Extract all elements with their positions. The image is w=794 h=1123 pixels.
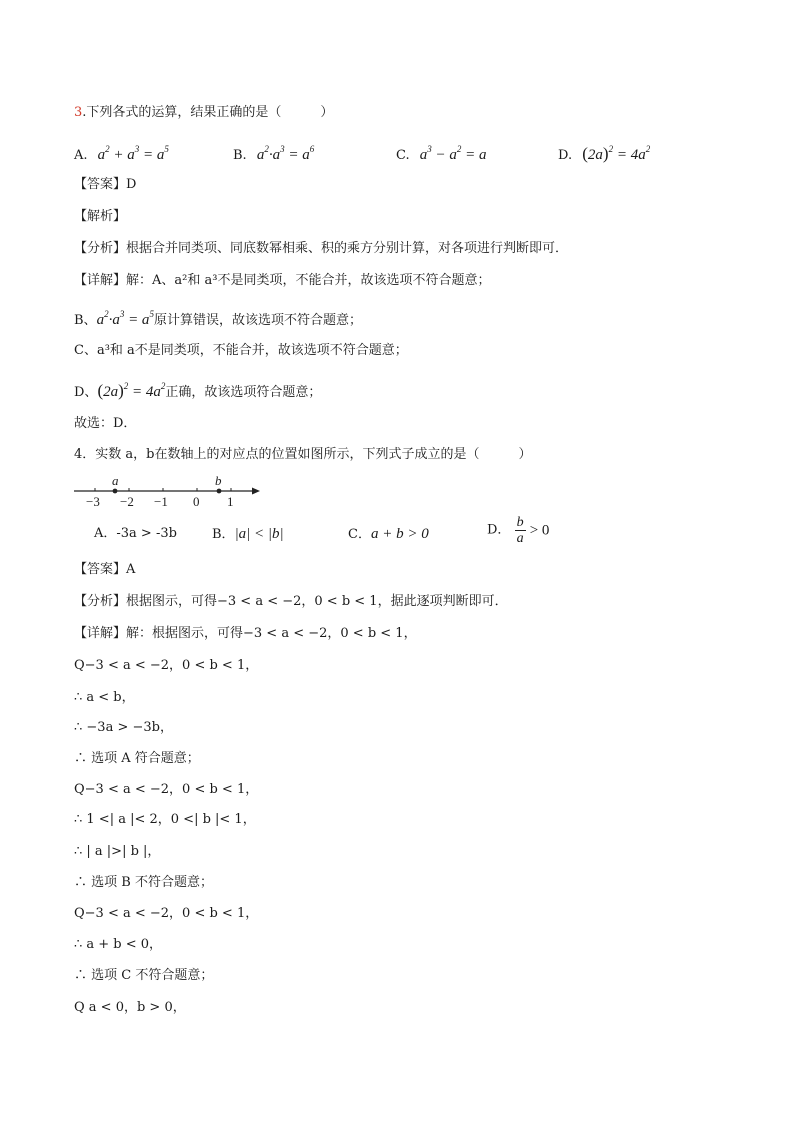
tick-label-0: 0 <box>193 494 200 509</box>
q4-step: Q−3 < a < −2，0 < b < 1， <box>74 782 259 797</box>
q3-line-b-formula: $a^2\cdot a^3 = a^5$ <box>96 309 154 328</box>
q4-option-c <box>348 524 429 545</box>
q3-line-d-suffix: 正确，故该选项符合题意； <box>165 385 322 400</box>
q3-line-d-formula: $(2a)^2 = 4a^2$ <box>97 381 166 400</box>
q4-stem: 4．实数 a，b在数轴上的对应点的位置如图所示，下列式子成立的是（ ） <box>74 447 532 462</box>
q3-option-c <box>396 139 487 166</box>
q4-option-b-label: B． <box>212 527 235 542</box>
point-b-label: b <box>215 474 222 488</box>
number-line-figure <box>70 474 270 510</box>
q3-analysis-head: 【解析】 <box>74 209 127 224</box>
q3-line-b-suffix: 原计算错误，故该选项不符合题意； <box>153 313 362 328</box>
q4-step: ∴ 1 <| a |< 2，0 <| b |< 1， <box>74 812 256 827</box>
q4-option-c-formula: a + b > 0 <box>370 526 429 542</box>
q3-stem-text: .下列各式的运算，结果正确的是（ ） <box>82 105 334 120</box>
q3-option-b-label: B. <box>233 148 247 163</box>
q4-option-b <box>212 524 284 545</box>
tick-label-1: 1 <box>227 494 234 509</box>
q3-answer: 【答案】D <box>74 177 137 192</box>
q3-line-b-prefix: B、 <box>74 313 97 328</box>
q3-xiangjie: 【详解】解：A、a²和 a³不是同类项，不能合并，故该选项不符合题意； <box>74 273 491 288</box>
q3-line-d-prefix: D、 <box>74 385 98 400</box>
q3-option-d-label: D. <box>558 148 573 163</box>
q3-option-b <box>233 139 314 166</box>
q3-conclusion: 故选：D． <box>74 416 137 431</box>
q4-answer: 【答案】A <box>74 562 136 577</box>
point-a-label: a <box>112 474 119 488</box>
q4-option-d-fraction: $\frac{b}{a}$ <box>516 515 524 546</box>
q4-step: ∴ a + b < 0， <box>74 937 163 952</box>
q4-step: ∴ 选项 B 不符合题意； <box>74 875 213 890</box>
q3-option-a-formula: $a^2 + a^3 = a^5$ <box>97 144 169 163</box>
q4-step: ∴ | a |>| b |， <box>74 844 161 859</box>
point-a-dot <box>113 489 118 494</box>
q3-option-c-formula: $a^3 - a^2 = a$ <box>419 144 487 163</box>
q4-step: ∴ 选项 A 符合题意； <box>74 751 200 766</box>
q3-option-d-formula: $(2a)^2 = 4a^2$ <box>582 144 651 163</box>
number-line-arrow <box>252 488 260 495</box>
q4-step: ∴ −3a > −3b， <box>74 720 173 735</box>
q3-number: 3 <box>74 105 83 120</box>
q3-line-c: C、a³和 a不是同类项，不能合并，故该选项不符合题意； <box>74 343 408 358</box>
q4-xiangjie: 【详解】解：根据图示，可得−3 < a < −2，0 < b < 1， <box>74 626 417 641</box>
q4-step: Q−3 < a < −2，0 < b < 1， <box>74 906 259 921</box>
q3-fenxi: 【分析】根据合并同类项、同底数幂相乘、积的乘方分别计算，对各项进行判断即可． <box>74 241 569 256</box>
q4-option-d <box>487 515 549 546</box>
q4-step: Q−3 < a < −2，0 < b < 1， <box>74 658 259 673</box>
q3-option-c-label: C. <box>396 148 410 163</box>
q3-line-d <box>74 377 321 402</box>
tick-label-minus2: −2 <box>120 494 134 509</box>
q3-line-b <box>74 305 362 330</box>
point-b-dot <box>217 489 222 494</box>
tick-label-minus1: −1 <box>154 494 168 509</box>
q3-option-b-formula: $a^2\cdot a^3 = a^6$ <box>256 144 315 163</box>
q3-stem <box>74 104 333 122</box>
q3-option-d <box>558 139 650 166</box>
q4-option-d-label: D． <box>487 522 511 538</box>
q4-option-a: A．-3a > -3b <box>94 526 177 541</box>
q4-step: ∴ 选项 C 不符合题意； <box>74 968 214 983</box>
q3-option-a-label: A. <box>74 148 88 163</box>
tick-label-minus3: −3 <box>86 494 100 509</box>
q3-option-a <box>74 139 169 166</box>
q4-step: ∴ a < b， <box>74 690 135 705</box>
q4-option-b-formula: |a| < |b| <box>234 526 284 542</box>
q4-step: Q a < 0，b > 0， <box>74 1000 186 1015</box>
q4-option-d-rel: > 0 <box>529 522 550 539</box>
q4-fenxi: 【分析】根据图示，可得−3 < a < −2，0 < b < 1，据此逐项判断即可． <box>74 594 508 609</box>
q4-option-c-label: C． <box>348 527 371 542</box>
